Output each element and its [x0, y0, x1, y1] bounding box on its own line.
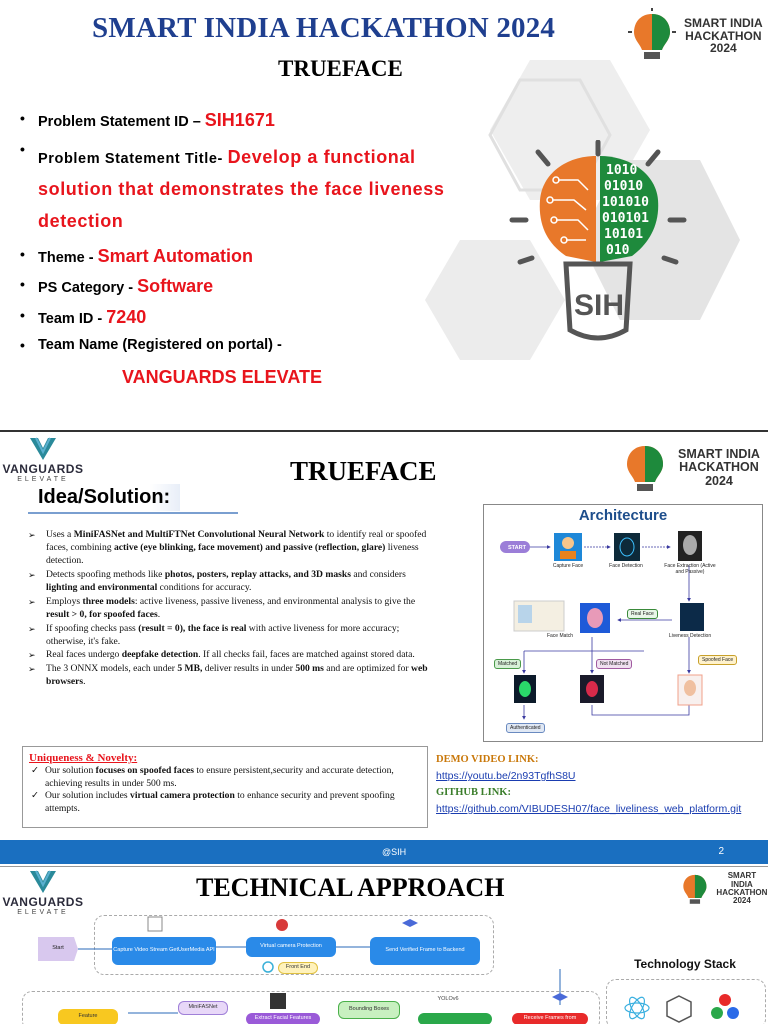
- page-title: SMART INDIA HACKATHON 2024: [92, 12, 556, 44]
- start-node: Start: [52, 945, 64, 952]
- logo-line1: SMART INDIA: [727, 871, 757, 889]
- logo-line3: 2024: [709, 41, 737, 56]
- links-section: [436, 752, 766, 817]
- footer-bar: [0, 840, 768, 864]
- webcam-icon: [148, 917, 162, 931]
- capture-node: Capture Video Stream GetUserMedia API: [112, 937, 216, 965]
- page-title: TRUEFACE: [290, 456, 437, 486]
- label: Problem Statement Title-: [38, 150, 228, 167]
- project-title: TRUEFACE: [278, 56, 403, 81]
- tech-stack-box: [606, 979, 766, 1024]
- uniqueness-item: ✓ Our solution focuses on spoofed faces to ensure persistent,security and accurate detection, achieving results in under 500 ms.: [29, 765, 421, 790]
- feature-node: Feature: [58, 1009, 118, 1024]
- value: SIH1671: [204, 110, 275, 130]
- demo-label: DEMO VIDEO LINK:: [436, 754, 539, 765]
- uniqueness-list: [29, 765, 421, 815]
- list-item: [20, 307, 490, 329]
- sih-logo: [626, 8, 763, 64]
- logo-sub: ELEVATE: [17, 476, 69, 483]
- frontend-tag: Front End: [278, 962, 318, 974]
- camera-block-icon: [276, 919, 288, 931]
- label: Theme -: [38, 249, 98, 266]
- real-face-tag: Real Face: [627, 609, 658, 619]
- logo-name: VANGUARDS: [2, 462, 84, 476]
- detect-label: Face Detection: [609, 563, 643, 569]
- brain-bulb-icon: [508, 140, 688, 350]
- logo-sub: ELEVATE: [17, 909, 69, 916]
- uniqueness-heading: Uniqueness & Novelty:: [29, 752, 138, 764]
- model-node: [418, 1013, 492, 1024]
- value: Software: [137, 276, 214, 297]
- stack-icon: [552, 993, 568, 1001]
- face-detection-icon: [614, 533, 640, 561]
- demo-link[interactable]: https://youtu.be/2n93TgfhS8U: [436, 770, 576, 783]
- send-frame-node: Send Verified Frame to Backend: [370, 937, 480, 965]
- team-name: VANGUARDS ELEVATE: [122, 367, 323, 387]
- start-label: START: [508, 545, 526, 551]
- github-label: GITHUB LINK:: [436, 786, 511, 798]
- page-number: 2: [718, 846, 724, 857]
- solution-points: [28, 529, 438, 690]
- slide-technical: [0, 866, 768, 1024]
- logo-line1: SMART INDIA: [684, 16, 763, 31]
- onnx-icon: [667, 996, 691, 1022]
- match-label: Face Match: [546, 633, 574, 639]
- slide-idea: [0, 434, 768, 864]
- face-scan-icon: [270, 993, 286, 1009]
- bounding-boxes-node: Bounding Boxes: [338, 1001, 400, 1019]
- tech-stack-heading: Technology Stack: [634, 957, 736, 971]
- solution-point: ➢ If spoofing checks pass (result = 0), the face is real with active liveness for more accuracy; otherwise, it's fake.: [28, 623, 438, 649]
- binary-line: 1010: [606, 163, 638, 178]
- label: Team Name (Registered on portal) -: [38, 337, 282, 354]
- logo-name: VANGUARDS: [2, 895, 84, 909]
- vanguards-mark-icon: [28, 436, 58, 462]
- spoofed-tag: Spoofed Face: [698, 655, 737, 665]
- binary-line: 10101: [604, 227, 644, 242]
- receive-frames-node: Receive Frames from: [512, 1013, 588, 1024]
- react-icon: [263, 962, 273, 972]
- extract-label: Face Extraction (Active and Passive): [664, 563, 716, 575]
- solution-point: ➢ Detects spoofing methods like photos, posters, replay attacks, and 3D masks and considers lighting and environmental conditions for accuracy.: [28, 569, 438, 595]
- architecture-flow: [484, 505, 762, 741]
- uniqueness-box: [22, 746, 428, 828]
- bulb-icon: [626, 8, 678, 64]
- solution-point: ➢ Real faces undergo deepfake detection. If all checks fail, faces are matched against stored data.: [28, 649, 438, 662]
- list-item: [20, 337, 490, 354]
- bulb-mark: SIH: [574, 289, 625, 322]
- binary-line: 01010: [604, 179, 644, 194]
- vanguards-logo: [4, 436, 82, 483]
- info-list: [20, 110, 490, 364]
- liveness-icon: [680, 603, 704, 631]
- tech-icons: [617, 986, 757, 1024]
- react-icon: [625, 995, 649, 1021]
- page-title: TECHNICAL APPROACH: [196, 873, 505, 902]
- logo-line3: 2024: [705, 473, 733, 488]
- minifasnet-node: MiniFASNet: [178, 1001, 228, 1015]
- virtual-camera-node: Virtual camera Protection: [246, 937, 336, 957]
- label: PS Category -: [38, 280, 138, 297]
- sih-logo: [618, 440, 760, 496]
- capture-label: Capture Face: [552, 563, 584, 569]
- opencv-icon: [711, 994, 739, 1019]
- github-link[interactable]: https://github.com/VIBUDESH07/face_liveliness_web_platform.git: [436, 802, 742, 815]
- binary-line: 101010: [602, 195, 649, 210]
- matched-tag: Matched: [494, 659, 521, 669]
- footer-credit: @SIH: [382, 847, 407, 857]
- solution-point: ➢ Employs three models: active liveness, passive liveness, and environmental analysis to give the result > 0, for spoofed faces.: [28, 596, 438, 622]
- list-item: [20, 141, 490, 237]
- list-item: [20, 246, 490, 268]
- solution-point: ➢ The 3 ONNX models, each under 5 MB, deliver results in under 500 ms and are optimized for web browsers.: [28, 663, 438, 689]
- yolo-label: YOLOv6: [437, 996, 459, 1003]
- extract-features-node: Extract Facial Features: [246, 1013, 320, 1024]
- stack-icon: [402, 919, 418, 927]
- authenticated-tag: Authenticated: [506, 723, 545, 733]
- binary-line: 010101: [602, 211, 649, 226]
- architecture-diagram: [483, 504, 763, 742]
- logo-line2: HACKATHON: [679, 460, 759, 475]
- architecture-title: Architecture: [578, 507, 668, 524]
- logo-line2: HACKATHON: [716, 888, 768, 897]
- section-heading: Idea/Solution:: [28, 484, 180, 511]
- solution-point: ➢ Uses a MiniFASNet and MultiFTNet Convolutional Neural Network to identify real or spoofed faces, combining active (eye blinking, face movement) and passive (reflection, glare) liveness detection.: [28, 529, 438, 568]
- label: Team ID -: [38, 310, 107, 327]
- value: 7240: [106, 306, 147, 327]
- logo-line1: SMART INDIA: [678, 447, 760, 462]
- uniqueness-item: ✓ Our solution includes virtual camera protection to enhance security and prevent spoofing attempts.: [29, 790, 421, 815]
- not-matched-tag: Not Matched: [596, 659, 632, 669]
- bulb-icon: [618, 440, 672, 496]
- logo-line3: 2024: [733, 896, 751, 906]
- liveness-label: Liveness Detection: [668, 633, 712, 639]
- value: Smart Automation: [97, 245, 253, 266]
- slide-title: [0, 0, 768, 432]
- binary-line: 010: [606, 243, 630, 258]
- value: Develop a functional solution that demonstrates the face liveness detection: [38, 146, 445, 231]
- logo-line2: HACKATHON: [685, 28, 762, 43]
- list-item: [20, 276, 490, 298]
- list-item: [20, 110, 490, 132]
- label: Problem Statement ID –: [38, 114, 205, 130]
